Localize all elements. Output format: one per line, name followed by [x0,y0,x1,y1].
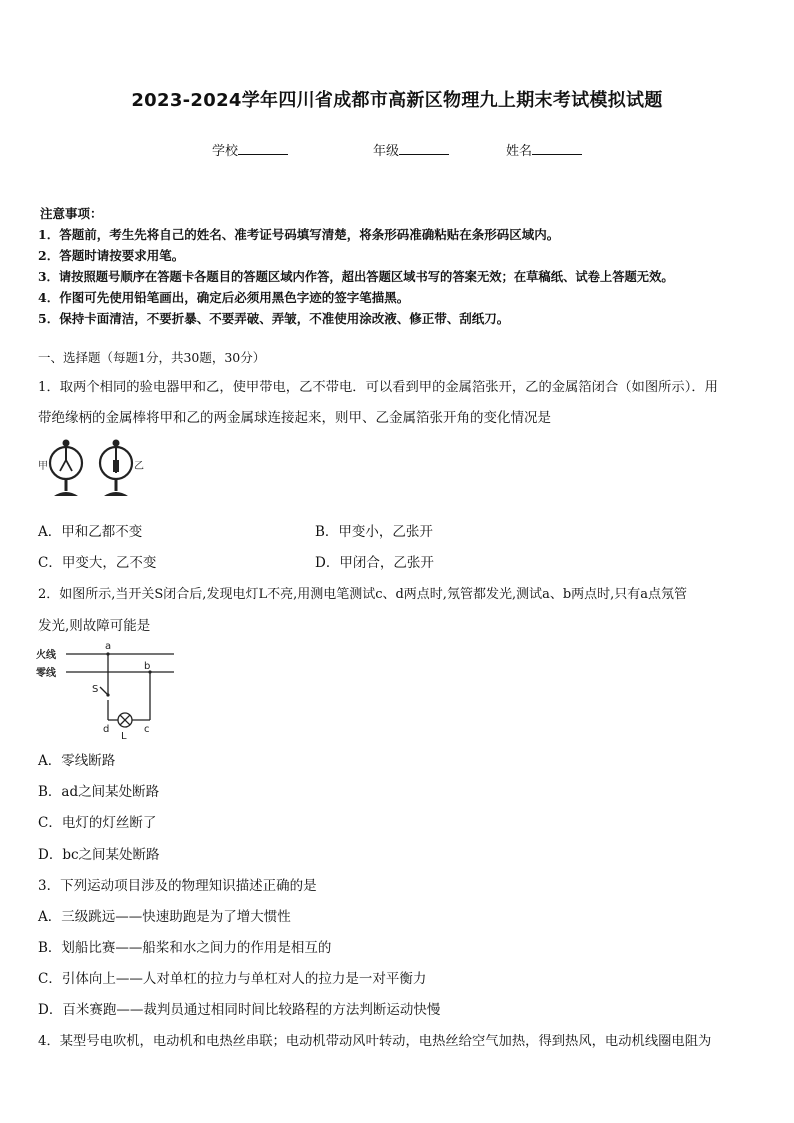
school-blank [238,141,288,155]
section-heading: 一、选择题（每题1分，共30题，30分） [38,350,266,365]
option-c: C．引体向上——人对单杠的拉力与单杠对人的拉力是一对平衡力 [38,971,427,987]
question-3-stem: 3．下列运动项目涉及的物理知识描述正确的是 [38,878,317,894]
option-a: A．甲和乙都不变 [38,524,143,540]
name-blank [532,141,582,155]
notes-heading: 注意事项： [40,206,103,221]
label-l: L [121,731,127,740]
option-b: B．甲变小，乙张开 [315,524,433,540]
option-c: C．甲变大，乙不变 [38,555,157,571]
label-c: c [144,724,150,735]
label-d: d [103,724,110,735]
question-4-line-1: 4．某型号电吹机，电动机和电热丝串联；电动机带动风叶转动，电热丝给空气加热，得到热风，电动机线圈电阻为 [38,1034,712,1049]
grade-label: 年级 [373,144,400,159]
note-item: 2．答题时请按要求用笔。 [38,248,185,263]
option-a: A．零线断路 [38,753,116,769]
question-1-line-2: 带绝缘柄的金属棒将甲和乙的两金属球连接起来，则甲、乙金属箔张开角的变化情况是 [38,410,551,426]
option-a: A．三级跳远——快速助跑是为了增大惯性 [38,909,291,925]
question-2-line-1: 2．如图所示,当开关S闭合后,发现电灯L不亮,用测电笔测试c、d两点时,氖管都发光,测试a、b两点时,只有a点氖管 [38,587,688,602]
school-field [212,140,288,159]
option-d: D．甲闭合，乙张开 [315,555,434,571]
label-yi: 乙 [134,461,144,472]
label-jia: 甲 [38,461,48,472]
electroscope-yi [100,440,132,497]
note-item: 4．作图可先使用铅笔画出，确定后必须用黑色字迹的签字笔描黑。 [38,290,410,305]
name-label: 姓名 [506,144,533,159]
option-d: D．百米赛跑——裁判员通过相同时间比较路程的方法判断运动快慢 [38,1002,441,1018]
option-d: D．bc之间某处断路 [38,847,160,863]
question-2-line-2: 发光,则故障可能是 [38,618,151,634]
electroscope-figure [36,436,146,502]
label-a: a [105,641,112,652]
label-s: S [92,684,99,695]
note-item: 1．答题前，考生先将自己的姓名、准考证号码填写清楚，将条形码准确粘贴在条形码区域内。 [38,227,560,242]
option-b: B．ad之间某处断路 [38,784,160,800]
note-item: 3．请按照题号顺序在答题卡各题目的答题区域内作答，超出答题区域书写的答案无效；在草稿纸、试卷上答题无效。 [38,269,674,284]
label-live-wire: 火线 [36,650,56,661]
label-b: b [144,661,151,672]
school-label: 学校 [212,144,239,159]
name-field [506,140,582,159]
electroscope-jia [50,440,82,497]
circuit-figure [36,640,176,740]
note-item: 5．保持卡面清洁，不要折暴、不要弄破、弄皱，不准使用涂改液、修正带、刮纸刀。 [38,311,510,326]
grade-blank [399,141,449,155]
grade-field [373,140,449,159]
page-title: 2023-2024学年四川省成都市高新区物理九上期末考试模拟试题 [131,90,663,111]
label-neutral-wire: 零线 [36,668,56,679]
option-c: C．电灯的灯丝断了 [38,815,157,831]
question-1-line-1: 1．取两个相同的验电器甲和乙，使甲带电，乙不带电．可以看到甲的金属箔张开，乙的金属箔闭合（如图所示）．用 [38,380,718,395]
option-b: B．划船比赛——船桨和水之间力的作用是相互的 [38,940,332,956]
